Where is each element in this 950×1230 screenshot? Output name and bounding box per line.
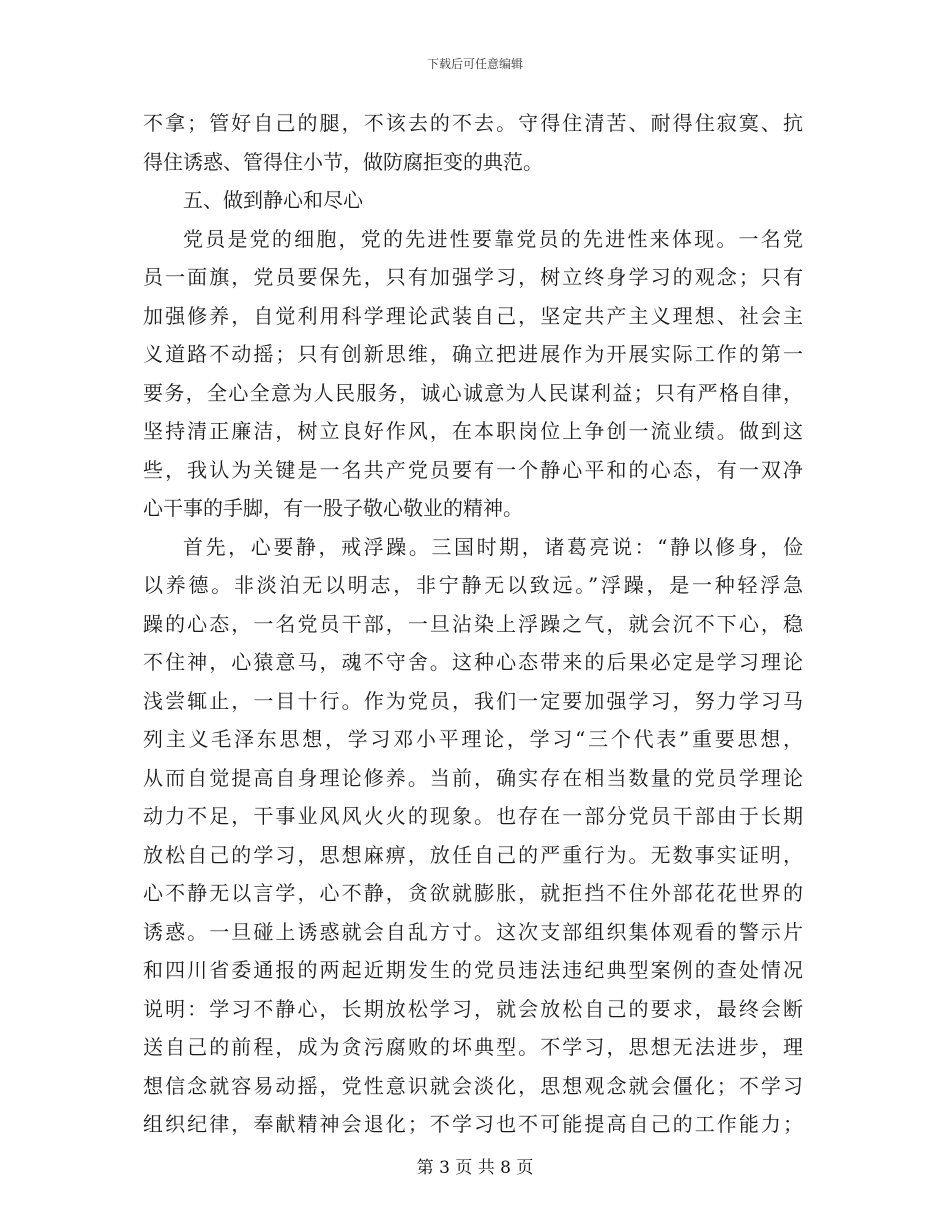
page-footer: 第 3 页 共 8 页 bbox=[416, 1158, 534, 1178]
text-line: 心干事的手脚，有一股子敬心敬业的精神。 bbox=[143, 496, 523, 520]
text-line: 义道路不动摇；只有创新思维，确立把进展作为开展实际工作的第一 bbox=[143, 342, 803, 366]
text-line: 从而自觉提高自身理论修养。当前，确实存在相当数量的党员学理论 bbox=[143, 765, 803, 790]
text-line: 组织纪律，奉献精神会退化；不学习也不可能提高自己的工作能力； bbox=[143, 1112, 803, 1136]
text-line: 坚持清正廉洁，树立良好作风，在本职岗位上争创一流业绩。做到这 bbox=[143, 419, 803, 443]
text-line: 些，我认为关键是一名共产党员要有一个静心平和的心态，有一双净 bbox=[143, 457, 803, 482]
text-line: 想信念就容易动摇，党性意识就会淡化，思想观念就会僵化；不学习 bbox=[143, 1073, 803, 1098]
document-body bbox=[143, 104, 803, 1144]
text-line: 得住诱惑、管得住小节，做防腐拒变的典范。 bbox=[143, 149, 543, 174]
page-header: 下载后可任意编辑 bbox=[426, 57, 523, 71]
text-line: 加强修养，自觉利用科学理论武装自己，坚定共产主义理想、社会主 bbox=[143, 303, 803, 328]
text-line: 首先，心要静，戒浮躁。三国时期，诸葛亮说：“静以修身，俭 bbox=[183, 534, 803, 559]
text-line: 诱惑。一旦碰上诱惑就会自乱方寸。这次支部组织集体观看的警示片 bbox=[143, 919, 803, 944]
text-line: 送自己的前程，成为贪污腐败的坏典型。不学习，思想无法进步，理 bbox=[143, 1035, 803, 1059]
text-line: 和四川省委通报的两起近期发生的党员违法违纪典型案例的查处情况 bbox=[143, 958, 803, 982]
text-line: 不住神，心猿意马，魂不守舍。这种心态带来的后果必定是学习理论 bbox=[143, 650, 803, 674]
text-line: 动力不足，干事业风风火火的现象。也存在一部分党员干部由于长期 bbox=[143, 804, 803, 828]
text-line: 党员是党的细胞，党的先进性要靠党员的先进性来体现。一名党 bbox=[183, 226, 803, 251]
text-line: 员一面旗，党员要保先，只有加强学习，树立终身学习的观念；只有 bbox=[143, 265, 803, 289]
text-line: 说明：学习不静心，长期放松学习，就会放松自己的要求，最终会断 bbox=[143, 996, 803, 1021]
text-line: 躁的心态，一名党员干部，一旦沾染上浮躁之气，就会沉不下心，稳 bbox=[143, 611, 803, 636]
section-heading: 五、做到静心和尽心 bbox=[183, 188, 363, 212]
text-line: 不拿；管好自己的腿，不该去的不去。守得住清苦、耐得住寂寞、抗 bbox=[143, 111, 803, 135]
text-line: 浅尝辄止，一目十行。作为党员，我们一定要加强学习，努力学习马 bbox=[143, 688, 803, 713]
text-line: 以养德。非淡泊无以明志，非宁静无以致远。”浮躁，是一种轻浮急 bbox=[143, 573, 803, 597]
text-line: 要务，全心全意为人民服务，诚心诚意为人民谋利益；只有严格自律， bbox=[143, 380, 803, 405]
text-line: 放松自己的学习，思想麻痹，放任自己的严重行为。无数事实证明， bbox=[143, 842, 803, 867]
text-line: 心不静无以言学，心不静，贪欲就膨胀，就拒挡不住外部花花世界的 bbox=[143, 881, 803, 905]
text-line: 列主义毛泽东思想，学习邓小平理论，学习“三个代表”重要思想， bbox=[143, 727, 803, 751]
